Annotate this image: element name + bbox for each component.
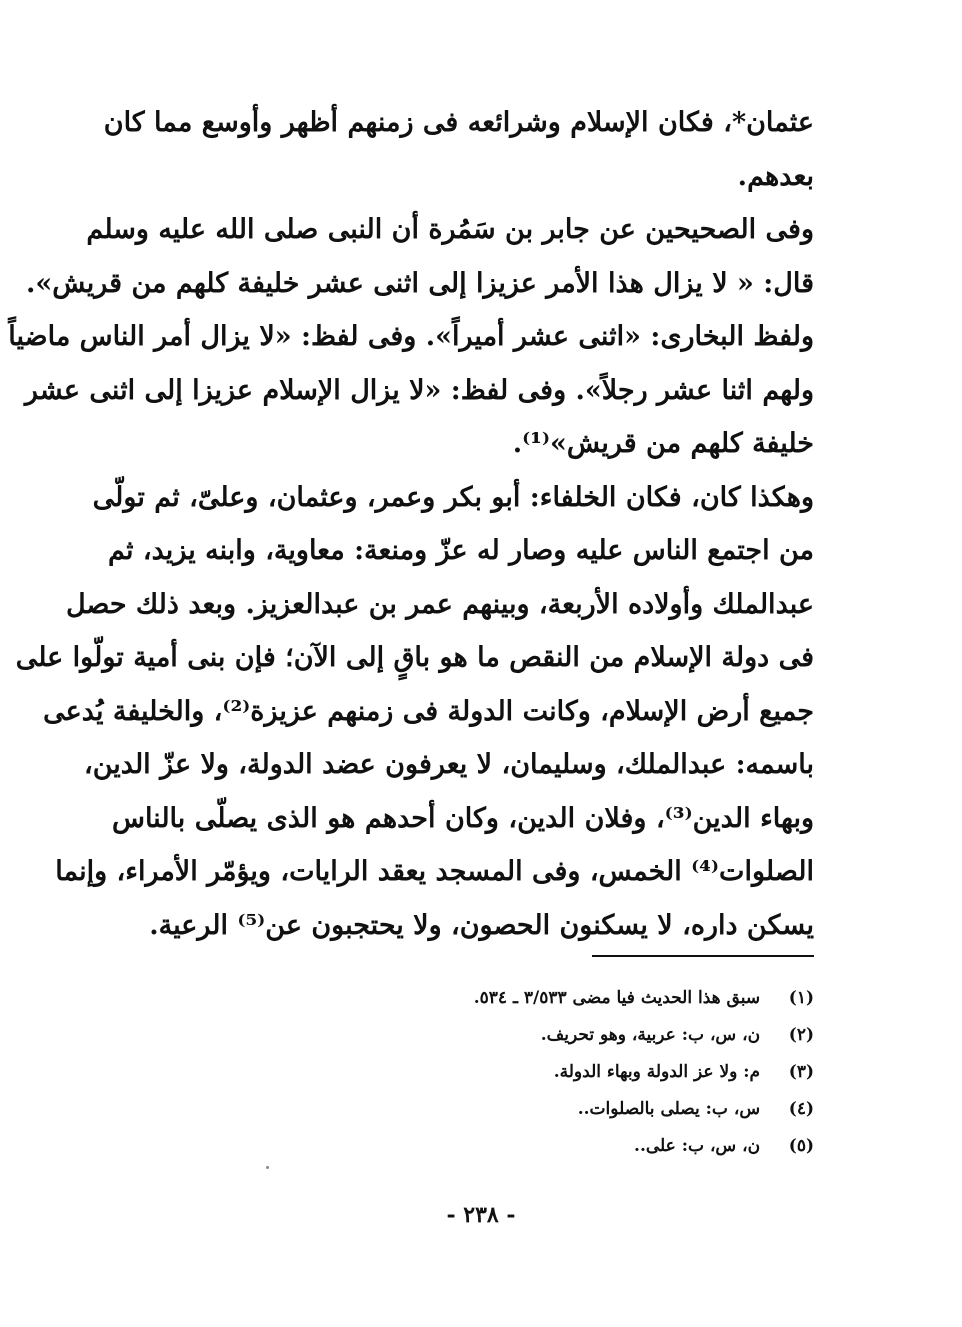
page-number: - ٢٣٨ - [446, 1202, 516, 1228]
footnote-number: (٢) [788, 1025, 814, 1045]
footnote-3 [112, 1054, 814, 1091]
footnotes [112, 980, 814, 1165]
footnote-text: ن، س، ب: عربية، وهو تحريف. [540, 1025, 761, 1045]
footnote-number: (٣) [788, 1062, 814, 1082]
footnote-number: (٥) [788, 1136, 814, 1156]
footnote-number: (٤) [788, 1099, 814, 1119]
footnote-separator [592, 955, 814, 957]
scan-speck [266, 1166, 269, 1169]
footnote-2 [112, 1017, 814, 1054]
text-line: وهكذا كان، فكان الخلفاء: أبو بكر وعمر، وعثمان، وعلىّ، ثم تولّى [92, 481, 814, 513]
text-line: ولهم اثنا عشر رجلاً». وفى لفظ: «لا يزال الإسلام عزيزا إلى اثنى عشر [24, 374, 814, 406]
footnote-5 [112, 1128, 814, 1165]
footnote-text: ن، س، ب: على.. [634, 1136, 761, 1156]
text-line: من اجتمع الناس عليه وصار له عزّ ومنعة: معاوية، وابنه يزيد، ثم [108, 535, 814, 566]
footnote-number: (١) [788, 988, 814, 1008]
text-line: يسكن داره، لا يسكنون الحصون، ولا يحتجبون عن⁽⁵⁾ الرعية. [149, 909, 814, 941]
text-line: عبدالملك وأولاده الأربعة، وبينهم عمر بن عبدالعزيز. وبعد ذلك حصل [65, 588, 814, 620]
footnote-text: س، ب: يصلى بالصلوات.. [577, 1099, 761, 1119]
text-line: وفى الصحيحين عن جابر بن سَمُرة أن النبى صلى الله عليه وسلم [86, 214, 814, 245]
text-line: قال: « لا يزال هذا الأمر عزيزا إلى اثنى عشر خليفة كلهم من قريش». [26, 267, 814, 299]
main-text [8, 96, 814, 952]
text-line: ولفظ البخارى: «اثنى عشر أميراً». وفى لفظ: «لا يزال أمر الناس ماضياً [8, 321, 814, 352]
text-line: وبهاء الدين⁽³⁾، وفلان الدين، وكان أحدهم هو الذى يصلّى بالناس [112, 802, 814, 834]
text-line: فى دولة الإسلام من النقص ما هو باقٍ إلى الآن؛ فإن بنى أمية تولّوا على [15, 642, 814, 673]
footnote-4 [112, 1091, 814, 1128]
text-line: عثمان*، فكان الإسلام وشرائعه فى زمنهم أظهر وأوسع مما كان [103, 107, 814, 138]
text-line: بعدهم. [737, 160, 814, 192]
footnote-1 [112, 980, 814, 1017]
footnote-text: م: ولا عز الدولة وبهاء الدولة. [553, 1062, 761, 1082]
text-line: خليفة كلهم من قريش»⁽¹⁾. [512, 428, 814, 459]
text-line: الصلوات⁽⁴⁾ الخمس، وفى المسجد يعقد الرايات، ويؤمّر الأمراء، وإنما [55, 856, 814, 887]
text-line: باسمه: عبدالملك، وسليمان، لا يعرفون عضد الدولة، ولا عزّ الدين، [83, 749, 814, 780]
footnote-text: سبق هذا الحديث فيا مضى ٣/٥٣٣ ـ ٥٣٤. [473, 988, 761, 1008]
text-line: جميع أرض الإسلام، وكانت الدولة فى زمنهم عزيزة⁽²⁾، والخليفة يُدعى [43, 695, 814, 727]
